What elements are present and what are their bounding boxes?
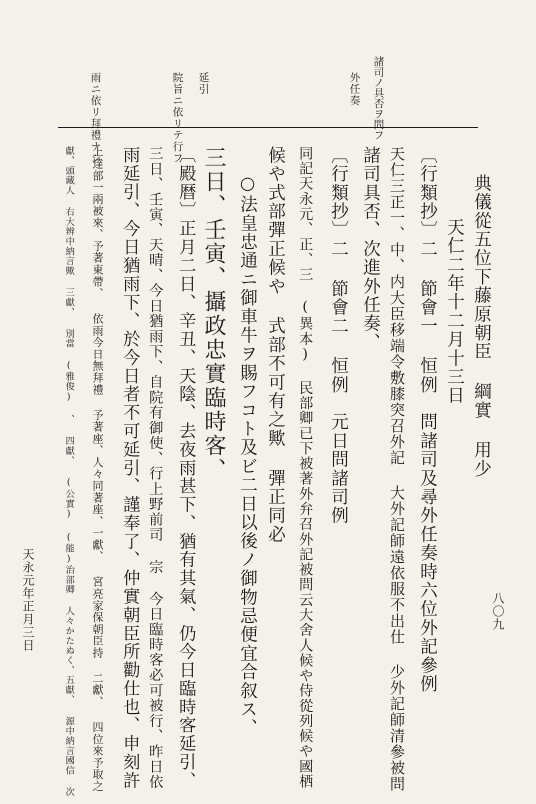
page-number: 八〇九: [491, 592, 505, 631]
body-column: ○法皇忠通ニ御車牛ヲ賜フコト及ビ二日以後ノ御物忌便宜合叙ス、: [237, 174, 258, 738]
body-column: 〔殿暦〕正月二日、辛丑、天陰、去夜雨甚下、猶有其氣、仍今日臨時客延引、: [175, 146, 196, 790]
running-head: 天永元年正月三日: [21, 548, 35, 652]
body-column: 雨延引、今日猶雨下、於今日者不可延引、謹奉了、仲實朝臣所勸仕也、申刻許: [119, 146, 140, 790]
marginal-note: 外任奏: [348, 72, 361, 107]
entry-heading: 三日、壬寅、攝政忠實臨時客、: [201, 146, 226, 482]
marginal-note: 諸司ノ具否ヲ問フ: [372, 56, 385, 140]
body-column: 天仁二年十二月十三日: [444, 218, 465, 405]
marginal-note: 延引: [197, 72, 210, 95]
body-column: 三日、壬寅、天晴、今日猶雨下、自院有御使、行上野前司 宗 今日臨時客必可被行、昨日依: [147, 146, 164, 790]
body-column: 〔行類抄〕二 節會二 恒例 元日問諸司例: [328, 146, 349, 525]
marginal-note: 雨ニ依リ拜禮ナシ: [89, 72, 102, 164]
header-rule: [58, 127, 478, 128]
body-column: 典儀從五位下藤原朝臣 綱實 用少: [471, 174, 492, 479]
body-column: 天仁三正一、中、内大臣移端令敷膝突召外記 大外記師遠依服不出仕 少外記師清參被問: [387, 146, 406, 793]
marginal-note: 院旨ニ依リテ行フ: [171, 72, 184, 164]
body-column: 獻、頭藏人 右大辨中納言歟 三獻、 別當 (雅俊) 、 四獻、 (公實) (能)治部卿 人々かたぬく、五獻、 源中納言國信 次: [63, 146, 75, 797]
body-column: 同記天永元、正、三 (異本) 民部卿已下被著外弁召外記被問云大舍人候や侍從列候や國栖: [297, 146, 314, 790]
body-column: 上達部一兩被來、予著東帶、 依雨今日無拜禮 予著座、人々同著座、一獻、 宮亮家保朝臣持 二獻、 四位來予取之: [91, 146, 105, 793]
body-column: 候や式部彈正候や 式部不可有之歟 彈正同必: [265, 146, 286, 544]
body-column: 〔行類抄〕二 節會一 恒例 問諸司及尋外任奏時六位外記參例: [417, 146, 438, 694]
body-column: 諸司具否、次進外任奏、: [360, 146, 381, 352]
